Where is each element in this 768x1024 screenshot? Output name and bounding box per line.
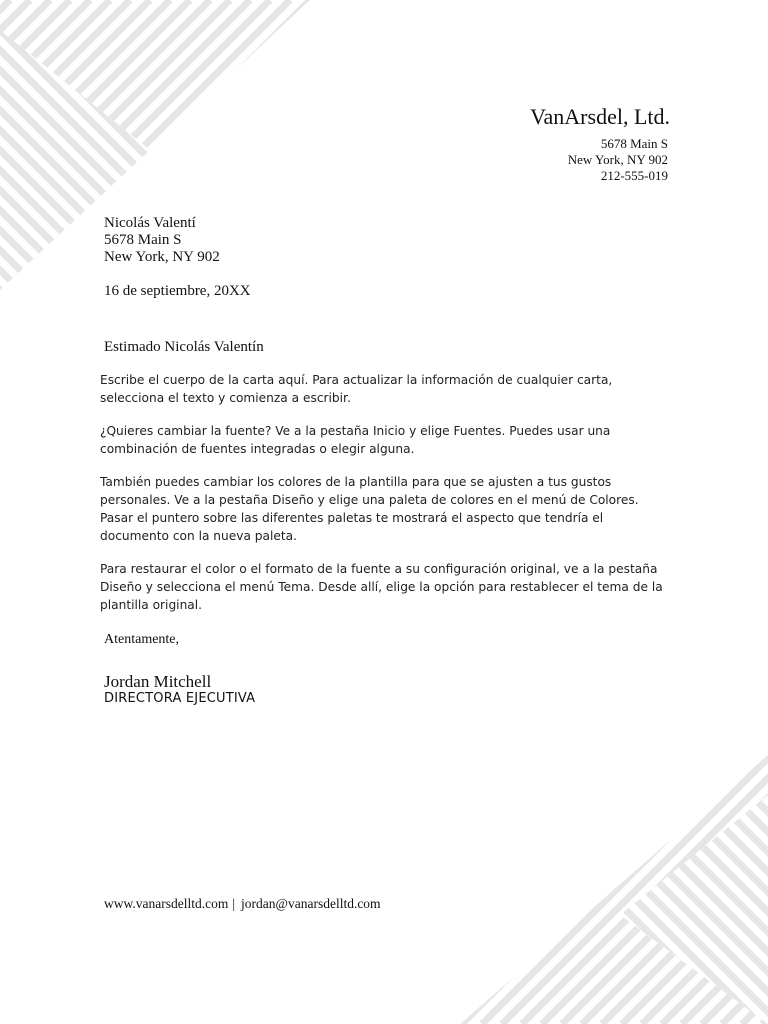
closing: Atentamente, [104, 632, 180, 647]
sender-street: 5678 Main S [600, 136, 668, 151]
footer-separator: | [232, 896, 236, 911]
body-paragraph: Escribe el cuerpo de la carta aquí. Para actualizar la información de cualquier carta, selecciona el texto y comienza a escribir. [100, 373, 613, 405]
decorative-stripe [460, 755, 640, 1024]
footer-email: jordan@vanarsdelltd.com [241, 896, 381, 911]
decorative-stripes-bottom [460, 755, 768, 1024]
letter-date: 16 de septiembre, 20XX [104, 283, 251, 299]
decorative-stripe [460, 755, 471, 1024]
recipient-city: New York, NY 902 [104, 249, 220, 265]
body-paragraph: También puedes cambiar los colores de la plantilla para que se ajusten a tus gustos personales. Ve a la pestaña Diseño y elige una paleta de colores en el menú de Colores. Pasar el puntero sobre las diferentes paletas te mostrará el aspecto que tendría el documento con la nueva paleta. [100, 475, 639, 543]
body-paragraph: Para restaurar el color o el formato de la fuente a su configuración original, ve a la pestaña Diseño y selecciona el menú Tema. Desde allí, elige la opción para restablecer el tema de la plantilla original. [100, 562, 663, 612]
sender-city: New York, NY 902 [567, 152, 668, 167]
decorative-stripe [460, 755, 611, 1024]
salutation: Estimado Nicolás Valentín [104, 339, 264, 355]
footer-website: www.vanarsdelltd.com [104, 896, 229, 911]
decorative-stripe [460, 755, 551, 1024]
company-name: VanArsdel, Ltd. [530, 104, 670, 129]
sender-address [368, 136, 668, 184]
decorative-stripe [460, 755, 480, 1024]
body-paragraph: ¿Quieres cambiar la fuente? Ve a la pestaña Inicio y elige Fuentes. Puedes usar una combinación de fuentes integradas o elegir alguna. [100, 424, 611, 456]
decorative-stripe [460, 755, 540, 1024]
decorative-stripe [460, 755, 511, 1024]
signer-name: Jordan Mitchell [104, 672, 212, 691]
decorative-stripe [460, 755, 520, 1024]
recipient-address [104, 215, 404, 266]
letter-body [100, 371, 672, 629]
decorative-stripe [460, 755, 500, 1024]
sender-phone: 212-555-019 [600, 168, 668, 183]
signer-title: DIRECTORA EJECUTIVA [104, 691, 256, 706]
recipient-street: 5678 Main S [104, 232, 182, 248]
decorative-stripe [460, 755, 491, 1024]
footer-contact [104, 895, 381, 912]
decorative-stripe [460, 755, 571, 1024]
recipient-name: Nicolás Valentí [104, 215, 196, 231]
